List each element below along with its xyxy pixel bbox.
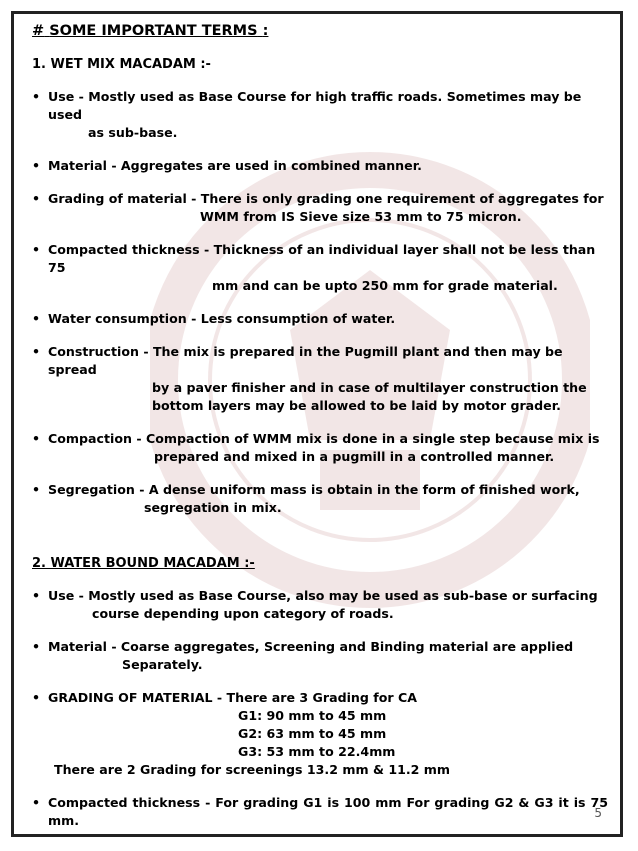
list-item: • Compacted thickness - For grading G1 is 100 mm For grading G2 & G3 it is 75 mm. [32,795,608,828]
bullet-icon: • [32,482,41,497]
grading-g2: G2: 63 mm to 45 mm [238,726,387,741]
bullet-icon: • [32,690,41,705]
document-body [32,22,612,845]
bullet-icon: • [32,311,41,326]
list-item: • Compaction - Compaction of WMM mix is done in a single step because mix is prepared and mixed in a pugmill in a controlled manner. [32,431,600,464]
section-title-wmm: 1. WET MIX MACADAM :- [32,57,211,72]
bullet-icon: • [32,89,41,104]
page-title: # SOME IMPORTANT TERMS : [32,23,269,39]
bullet-icon: • [32,431,41,446]
list-item: • Construction - The mix is prepared in the Pugmill plant and then may be spread by a paver finisher and in case of multilayer construction the bottom layers may be allowed to be laid by motor grader. [32,344,587,413]
list-item: • Use - Mostly used as Base Course, also may be used as sub-base or surfacing course depending upon category of roads. [32,588,598,621]
bullet-icon: • [32,191,41,206]
bullet-icon: • [32,344,41,359]
screenings-note: There are 2 Grading for screenings 13.2 mm & 11.2 mm [54,762,451,777]
bullet-icon: • [32,588,41,603]
list-item: • Material - Coarse aggregates, Screening and Binding material are applied Separately. [32,639,574,672]
page-number: 5 [594,806,602,820]
bullet-icon: • [32,795,41,810]
list-item: • Water consumption - Less consumption of water. [32,311,396,326]
list-item: • Compacted thickness - Thickness of an individual layer shall not be less than 75 mm and can be upto 250 mm for grade material. [32,242,596,293]
bullet-icon: • [32,158,41,173]
bullet-icon: • [32,242,41,257]
list-item: • Grading of material - There is only grading one requirement of aggregates for WMM from IS Sieve size 53 mm to 75 micron. [32,191,604,224]
list-item: • GRADING OF MATERIAL - There are 3 Grading for CA G1: 90 mm to 45 mm G2: 63 mm to 45 mm G3: 53 mm to 22.4mm [32,689,612,761]
grading-g1: G1: 90 mm to 45 mm [238,708,387,723]
list-item: • Segregation - A dense uniform mass is obtain in the form of finished work, segregation in mix. [32,482,580,515]
bullet-icon: • [32,639,41,654]
list-item: • Use - Mostly used as Base Course for high traffic roads. Sometimes may be used as sub-base. [32,89,582,140]
grading-g3: G3: 53 mm to 22.4mm [238,744,396,759]
list-item: • Material - Aggregates are used in combined manner. [32,158,422,173]
section-title-wbm: 2. WATER BOUND MACADAM :- [32,556,255,571]
